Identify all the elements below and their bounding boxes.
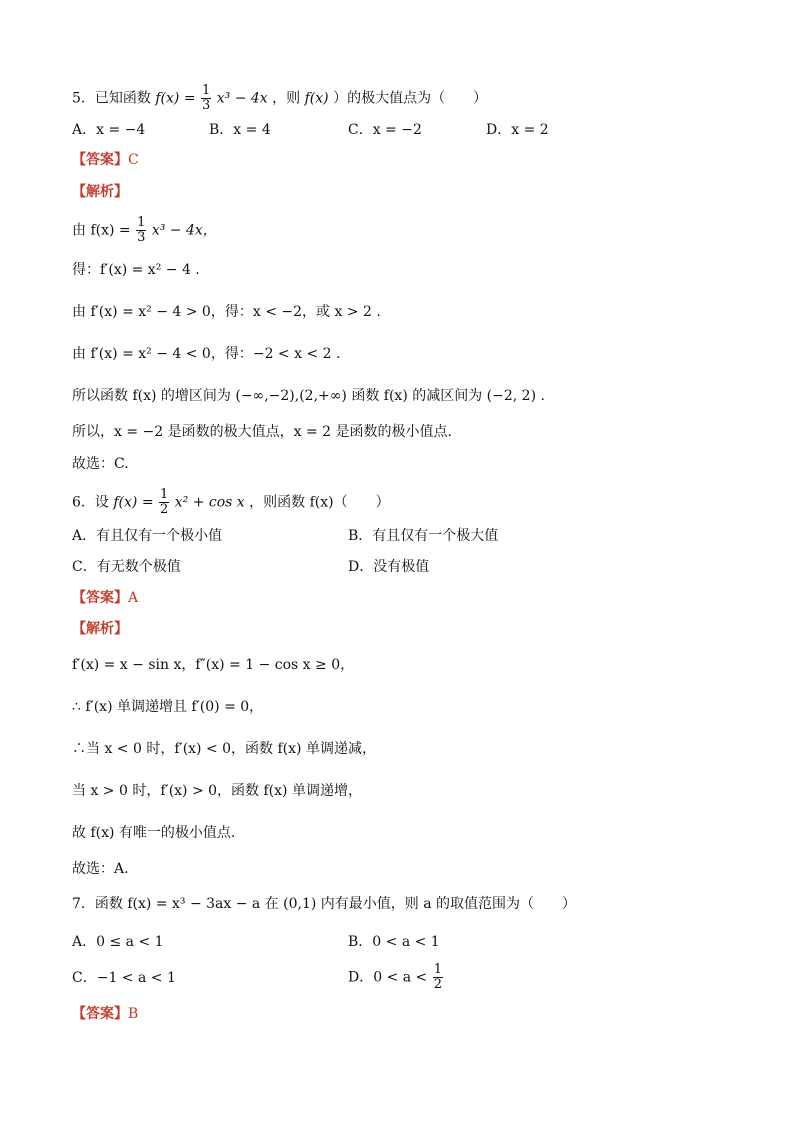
q6-step-4: 当 x > 0 时，f′(x) > 0，函数 f(x) 单调递增， xyxy=(72,783,362,799)
q5-option-b: B．x = 4 xyxy=(209,122,271,138)
q7-option-d: D．0 < a < $\frac{1}{2}$ xyxy=(348,962,443,992)
q6-step-2: ∴ f′(x) 单调递增且 f′(0) = 0， xyxy=(72,699,264,715)
fraction: $\frac{1}{3}$ xyxy=(202,83,211,113)
q5-stem: 5．已知函数 f(x) = $\frac{1}{3}$ x³ − 4x ，则 f(x) ）的极大值点为（ ） xyxy=(72,83,488,113)
q6-step-3: ∴当 x < 0 时，f′(x) < 0，函数 f(x) 单调递减， xyxy=(72,741,376,757)
q6-option-b: B．有且仅有一个极大值 xyxy=(348,528,499,544)
fraction: $\frac{1}{3}$ xyxy=(137,215,146,245)
q6-option-c: C．有无数个极值 xyxy=(72,559,181,575)
q5-answer: 【答案】C xyxy=(72,152,139,168)
q6-step-6: 故选：A. xyxy=(72,861,129,877)
q5-step-5: 所以函数 f(x) 的增区间为 (−∞,−2),(2,+∞) 函数 f(x) 的减区间为 (−2, 2) . xyxy=(72,388,545,404)
q6-step-1: f′(x) = x − sin x，f″(x) = 1 − cos x ≥ 0， xyxy=(72,657,355,673)
q5-option-c: C．x = −2 xyxy=(348,122,422,138)
q5-step-2: 得：f′(x) = x² − 4 . xyxy=(72,262,200,278)
q5-step-7: 故选：C. xyxy=(72,456,129,472)
q7-answer: 【答案】B xyxy=(72,1006,139,1022)
q6-stem: 6．设 f(x) = $\frac{1}{2}$ x² + cos x ，则函数 f(x)（ ） xyxy=(72,487,390,517)
q6-analysis-label: 【解析】 xyxy=(72,621,128,637)
q5-step-4: 由 f′(x) = x² − 4 < 0，得：−2 < x < 2 . xyxy=(72,346,341,362)
q5-option-a: A．x = −4 xyxy=(72,122,146,138)
q6-option-d: D．没有极值 xyxy=(348,559,430,575)
q5-step-3: 由 f′(x) = x² − 4 > 0，得：x < −2，或 x > 2 . xyxy=(72,304,381,320)
q5-analysis-label: 【解析】 xyxy=(72,184,128,200)
q5-step-1: 由 f(x) = $\frac{1}{3}$ x³ − 4x， xyxy=(72,215,217,245)
q7-option-b: B．0 < a < 1 xyxy=(348,934,440,950)
q6-step-5: 故 f(x) 有唯一的极小值点. xyxy=(72,825,236,841)
q7-stem: 7．函数 f(x) = x³ − 3ax − a 在 (0,1) 内有最小值，则 a 的取值范围为（ ） xyxy=(72,896,577,912)
q7-option-c: C．−1 < a < 1 xyxy=(72,970,176,986)
q5-step-6: 所以，x = −2 是函数的极大值点，x = 2 是函数的极小值点. xyxy=(72,424,452,440)
fraction: $\frac{1}{2}$ xyxy=(160,487,169,517)
q7-option-a: A．0 ≤ a < 1 xyxy=(72,934,164,950)
q6-option-a: A．有且仅有一个极小值 xyxy=(72,528,223,544)
fraction: $\frac{1}{2}$ xyxy=(433,962,443,992)
q5-option-d: D．x = 2 xyxy=(486,122,549,138)
q6-answer: 【答案】A xyxy=(72,590,139,606)
